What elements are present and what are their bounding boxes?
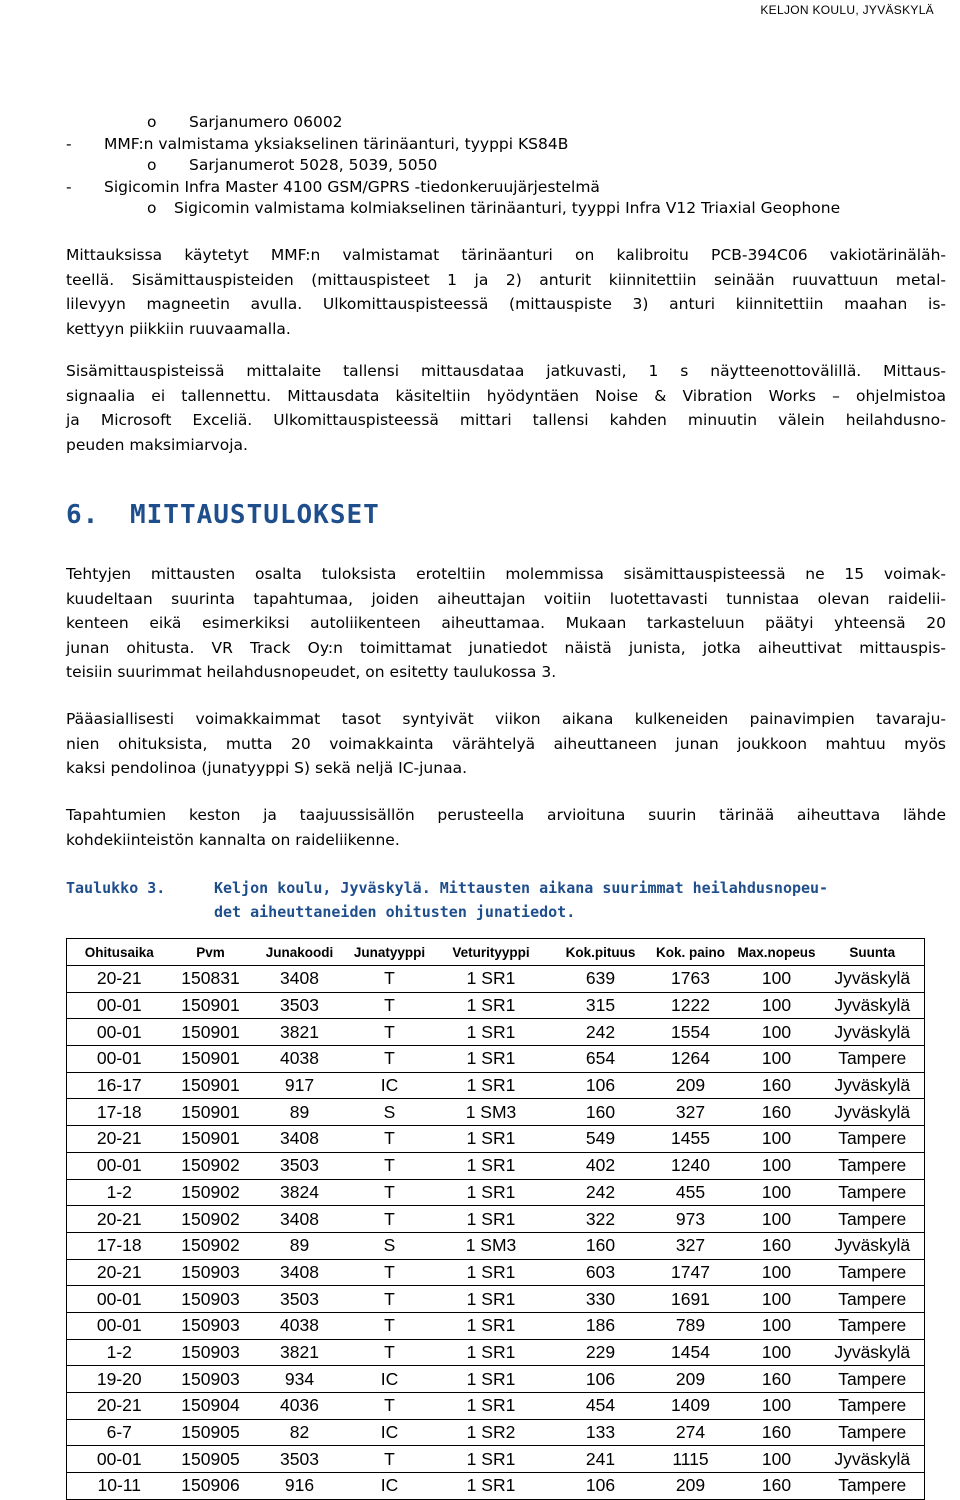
- table-row: [67, 1473, 925, 1500]
- table-cell: 100: [733, 1046, 821, 1073]
- table-cell: 186: [553, 1312, 649, 1339]
- table-row: [67, 1099, 925, 1126]
- list-marker: o: [147, 113, 157, 131]
- list-item-text: Sigicomin Infra Master 4100 GSM/GPRS -tiedonkeruujärjestelmä: [104, 177, 600, 196]
- table-cell: 209: [649, 1366, 733, 1393]
- table-cell: T: [350, 1126, 430, 1153]
- table-cell: 1-2: [67, 1339, 172, 1366]
- table-cell: T: [350, 1019, 430, 1046]
- table-cell: 3408: [250, 1126, 350, 1153]
- table-cell: 3821: [250, 1019, 350, 1046]
- table-cell: 20-21: [67, 1259, 172, 1286]
- table-cell: 455: [649, 1179, 733, 1206]
- text-line: teellä. Sisämittauspisteiden (mittauspisteet 1 ja 2) anturit kiinnitettiin seinään ruuvattuun metal-: [66, 270, 946, 289]
- text-line: lilevyyn magneetin avulla. Ulkomittauspisteessä (mittauspiste 3) anturi kiinnitettiin maahan is-: [66, 295, 946, 313]
- table-cell: 1 SR1: [430, 1446, 553, 1473]
- table-cell: 1 SR1: [430, 1339, 553, 1366]
- column-header: Kok. paino: [649, 939, 733, 966]
- table-cell: 160: [733, 1473, 821, 1500]
- table-cell: 229: [553, 1339, 649, 1366]
- text-line: ja Microsoft Exceliä. Ulkomittauspisteessä mittari tallensi kahden minuutin välein heilahdusno-: [66, 411, 946, 429]
- running-header: KELJON KOULU, JYVÄSKYLÄ: [760, 3, 934, 17]
- column-header: Max.nopeus: [733, 939, 821, 966]
- table-cell: 1747: [649, 1259, 733, 1286]
- table-cell: 20-21: [67, 1126, 172, 1153]
- list-item: [66, 134, 946, 156]
- table-cell: Tampere: [821, 1179, 925, 1206]
- table-cell: 150831: [172, 966, 250, 993]
- table-cell: 454: [553, 1393, 649, 1420]
- table-cell: 00-01: [67, 1019, 172, 1046]
- table-cell: 1 SR1: [430, 1312, 553, 1339]
- table-cell: 150902: [172, 1232, 250, 1259]
- table-cell: 17-18: [67, 1232, 172, 1259]
- table-cell: T: [350, 1312, 430, 1339]
- table-cell: 133: [553, 1419, 649, 1446]
- table-cell: 150901: [172, 1019, 250, 1046]
- table-cell: 1 SR1: [430, 1072, 553, 1099]
- table-row: [67, 1232, 925, 1259]
- table-cell: 1 SM3: [430, 1099, 553, 1126]
- table-cell: T: [350, 1286, 430, 1313]
- table-cell: Tampere: [821, 1206, 925, 1233]
- column-header: Suunta: [821, 939, 925, 966]
- table-cell: 639: [553, 966, 649, 993]
- table-cell: 1454: [649, 1339, 733, 1366]
- table-cell: 160: [733, 1366, 821, 1393]
- table-cell: 150901: [172, 1046, 250, 1073]
- table-cell: 654: [553, 1046, 649, 1073]
- table-cell: 160: [733, 1099, 821, 1126]
- table-cell: IC: [350, 1072, 430, 1099]
- table-cell: 4036: [250, 1393, 350, 1420]
- table-cell: 150903: [172, 1339, 250, 1366]
- table-cell: 160: [553, 1232, 649, 1259]
- table-cell: S: [350, 1099, 430, 1126]
- table-cell: 00-01: [67, 1312, 172, 1339]
- table-cell: 973: [649, 1206, 733, 1233]
- table-row: [67, 1152, 925, 1179]
- table-cell: Tampere: [821, 1312, 925, 1339]
- table-cell: 100: [733, 966, 821, 993]
- table-cell: Tampere: [821, 1046, 925, 1073]
- table-cell: 00-01: [67, 1046, 172, 1073]
- table-cell: 1 SR1: [430, 1126, 553, 1153]
- table-cell: 1222: [649, 992, 733, 1019]
- table-cell: 3503: [250, 1286, 350, 1313]
- table-cell: 150904: [172, 1393, 250, 1420]
- table-cell: T: [350, 1152, 430, 1179]
- table-cell: 1 SR1: [430, 1473, 553, 1500]
- table-cell: 150901: [172, 992, 250, 1019]
- table-cell: 150903: [172, 1366, 250, 1393]
- list-item-text: Sarjanumerot 5028, 5039, 5050: [189, 156, 438, 174]
- table-cell: 20-21: [67, 966, 172, 993]
- table-cell: IC: [350, 1366, 430, 1393]
- table-cell: 100: [733, 992, 821, 1019]
- text-line: kenteen eikä esimerkiksi autoliikenteen aiheuttamaa. Mukaan tarkasteluun päätyi yhteensä 20: [66, 614, 946, 632]
- table-cell: 160: [733, 1419, 821, 1446]
- table-cell: 100: [733, 1126, 821, 1153]
- table-cell: 20-21: [67, 1393, 172, 1420]
- caption-line: det aiheuttaneiden ohitusten junatiedot.: [214, 903, 576, 921]
- table-cell: 1 SR1: [430, 1206, 553, 1233]
- text-line: Tapahtumien keston ja taajuussisällön perusteella arvioituna suurin tärinää aiheuttava lähde: [66, 806, 946, 824]
- list-marker: -: [66, 177, 72, 196]
- table-cell: Jyväskylä: [821, 1339, 925, 1366]
- table-cell: 1 SR1: [430, 1286, 553, 1313]
- table-cell: 1 SR1: [430, 1259, 553, 1286]
- equipment-list: [66, 112, 946, 220]
- table-row: [67, 1286, 925, 1313]
- caption-line: Keljon koulu, Jyväskylä. Mittausten aikana suurimmat heilahdusnopeu-: [214, 879, 829, 897]
- table-cell: 1 SR1: [430, 1366, 553, 1393]
- table-cell: 150903: [172, 1312, 250, 1339]
- table-cell: 150901: [172, 1099, 250, 1126]
- table-cell: 402: [553, 1152, 649, 1179]
- list-item-text: MMF:n valmistama yksiakselinen tärinäanturi, tyyppi KS84B: [104, 134, 569, 153]
- section-heading: [66, 500, 380, 530]
- table-cell: Tampere: [821, 1286, 925, 1313]
- table-cell: 3824: [250, 1179, 350, 1206]
- list-item-text: Sigicomin valmistama kolmiakselinen tärinäanturi, tyyppi Infra V12 Triaxial Geophone: [174, 199, 841, 217]
- table-cell: Jyväskylä: [821, 1019, 925, 1046]
- paragraph-calibration: [66, 243, 946, 341]
- table-cell: 82: [250, 1419, 350, 1446]
- table-cell: 330: [553, 1286, 649, 1313]
- table-cell: 3503: [250, 1446, 350, 1473]
- table-cell: Tampere: [821, 1393, 925, 1420]
- table-cell: 1240: [649, 1152, 733, 1179]
- list-item: [66, 112, 946, 134]
- table-cell: Tampere: [821, 1259, 925, 1286]
- table-cell: Jyväskylä: [821, 1446, 925, 1473]
- table-row: [67, 1126, 925, 1153]
- paragraph-data-recording: [66, 359, 946, 457]
- table-cell: 100: [733, 1206, 821, 1233]
- table-cell: 1763: [649, 966, 733, 993]
- table-cell: 1 SR1: [430, 1046, 553, 1073]
- column-header: Ohitusaika: [67, 939, 172, 966]
- table-cell: 89: [250, 1232, 350, 1259]
- table-cell: 106: [553, 1072, 649, 1099]
- text-line: Pääasiallisesti voimakkaimmat tasot syntyivät viikon aikana kulkeneiden painavimpien tavaraju-: [66, 710, 946, 728]
- table-row: [67, 1339, 925, 1366]
- table-cell: 00-01: [67, 992, 172, 1019]
- table-cell: 1554: [649, 1019, 733, 1046]
- table-cell: 150902: [172, 1179, 250, 1206]
- text-line: teisiin suurimmat heilahdusnopeudet, on esitetty taulukossa 3.: [66, 663, 557, 681]
- table-cell: T: [350, 1393, 430, 1420]
- list-item: [66, 198, 946, 220]
- table-cell: Tampere: [821, 1366, 925, 1393]
- column-header: Pvm: [172, 939, 250, 966]
- table-cell: 150901: [172, 1072, 250, 1099]
- table-cell: T: [350, 1339, 430, 1366]
- table-cell: T: [350, 1179, 430, 1206]
- list-marker: -: [66, 134, 72, 153]
- table-row: [67, 1393, 925, 1420]
- table-cell: 1 SR1: [430, 1152, 553, 1179]
- table-cell: 3503: [250, 1152, 350, 1179]
- text-line: Sisämittauspisteissä mittalaite tallensi mittausdataa jatkuvasti, 1 s näytteenottovälillä. Mittaus-: [66, 362, 946, 380]
- table-cell: 150905: [172, 1419, 250, 1446]
- table-cell: 160: [733, 1072, 821, 1099]
- table-cell: Jyväskylä: [821, 966, 925, 993]
- caption-label: Taulukko 3.: [66, 879, 166, 897]
- table-cell: Jyväskylä: [821, 1072, 925, 1099]
- table-cell: IC: [350, 1473, 430, 1500]
- table-cell: 1 SM3: [430, 1232, 553, 1259]
- table-row: [67, 966, 925, 993]
- table-cell: 10-11: [67, 1473, 172, 1500]
- text-line: Tehtyjen mittausten osalta tuloksista eroteltiin molemmissa sisämittauspisteessä ne 15 voimak-: [66, 565, 946, 583]
- text-line: kuudeltaan suurinta tapahtumaa, joiden aiheuttajan voitiin luotettavasti tunnistaa olevan raidelii-: [66, 589, 946, 608]
- table-cell: 3408: [250, 1206, 350, 1233]
- paragraph-source-assessment: [66, 803, 946, 852]
- table-row: [67, 1046, 925, 1073]
- table-cell: 3408: [250, 966, 350, 993]
- table-row: [67, 1419, 925, 1446]
- table-cell: 150903: [172, 1286, 250, 1313]
- list-item-text: Sarjanumero 06002: [189, 113, 343, 131]
- table-cell: 00-01: [67, 1286, 172, 1313]
- table-cell: 100: [733, 1019, 821, 1046]
- table-row: [67, 1312, 925, 1339]
- list-item: [66, 155, 946, 177]
- table-cell: 150906: [172, 1473, 250, 1500]
- table-cell: 6-7: [67, 1419, 172, 1446]
- table-cell: 100: [733, 1312, 821, 1339]
- table-cell: 1 SR1: [430, 1019, 553, 1046]
- table-cell: 1115: [649, 1446, 733, 1473]
- table-cell: 4038: [250, 1312, 350, 1339]
- column-header: Junakoodi: [250, 939, 350, 966]
- table-cell: 1 SR2: [430, 1419, 553, 1446]
- table-cell: 1 SR1: [430, 992, 553, 1019]
- section-title: MITTAUSTULOKSET: [130, 500, 380, 530]
- table-cell: 106: [553, 1366, 649, 1393]
- table-cell: 100: [733, 1446, 821, 1473]
- table-cell: 19-20: [67, 1366, 172, 1393]
- table-cell: 160: [553, 1099, 649, 1126]
- table-cell: T: [350, 1446, 430, 1473]
- list-marker: o: [147, 199, 157, 217]
- table-row: [67, 992, 925, 1019]
- table-cell: 100: [733, 1179, 821, 1206]
- table-row: [67, 1072, 925, 1099]
- table-cell: T: [350, 1046, 430, 1073]
- table-row: [67, 1259, 925, 1286]
- text-line: kaksi pendolinoa (junatyyppi S) sekä neljä IC-junaa.: [66, 759, 468, 777]
- column-header: Kok.pituus: [553, 939, 649, 966]
- table-cell: 242: [553, 1019, 649, 1046]
- list-marker: o: [147, 156, 157, 174]
- table-cell: Tampere: [821, 1419, 925, 1446]
- column-header: Veturityyppi: [430, 939, 553, 966]
- table-cell: Tampere: [821, 1473, 925, 1500]
- section-number: 6.: [66, 500, 100, 530]
- text-line: peuden maksimiarvoja.: [66, 435, 248, 454]
- table-cell: 150901: [172, 1126, 250, 1153]
- table-cell: 1 SR1: [430, 1179, 553, 1206]
- table-cell: 100: [733, 1393, 821, 1420]
- table-cell: 1 SR1: [430, 1393, 553, 1420]
- table-cell: 17-18: [67, 1099, 172, 1126]
- table-cell: 16-17: [67, 1072, 172, 1099]
- table-cell: 327: [649, 1232, 733, 1259]
- table-cell: Tampere: [821, 1152, 925, 1179]
- table-cell: 916: [250, 1473, 350, 1500]
- train-data-table: [66, 938, 925, 1500]
- paragraph-results-intro: [66, 562, 946, 685]
- text-line: kettyyn piikkiin ruuvaamalla.: [66, 319, 291, 338]
- table-cell: 100: [733, 1152, 821, 1179]
- table-cell: 89: [250, 1099, 350, 1126]
- table-cell: 100: [733, 1339, 821, 1366]
- text-line: nien ohituksista, mutta 20 voimakkainta värähtelyä aiheuttaneen junan joukkoon mahtuu myös: [66, 734, 946, 753]
- table-cell: 3821: [250, 1339, 350, 1366]
- table-cell: 150902: [172, 1152, 250, 1179]
- table-cell: IC: [350, 1419, 430, 1446]
- table-cell: 1264: [649, 1046, 733, 1073]
- table-cell: Jyväskylä: [821, 1099, 925, 1126]
- table-cell: 549: [553, 1126, 649, 1153]
- table-cell: 150905: [172, 1446, 250, 1473]
- table-cell: 4038: [250, 1046, 350, 1073]
- table-cell: 150902: [172, 1206, 250, 1233]
- table-cell: 106: [553, 1473, 649, 1500]
- table-cell: 274: [649, 1419, 733, 1446]
- table-cell: 3503: [250, 992, 350, 1019]
- table-cell: 100: [733, 1259, 821, 1286]
- text-line: junan ohitusta. VR Track Oy:n toimittamat junatiedot näistä junista, jotka aiheuttivat mittauspis-: [66, 638, 946, 657]
- table-cell: 917: [250, 1072, 350, 1099]
- column-header: Junatyyppi: [350, 939, 430, 966]
- paragraph-strongest-levels: [66, 707, 946, 781]
- table-cell: T: [350, 1259, 430, 1286]
- table-cell: 322: [553, 1206, 649, 1233]
- text-line: Mittauksissa käytetyt MMF:n valmistamat tärinäanturi on kalibroitu PCB-394C06 vakiotärinäläh-: [66, 246, 946, 264]
- table-cell: 242: [553, 1179, 649, 1206]
- table-cell: T: [350, 1206, 430, 1233]
- table-cell: 150903: [172, 1259, 250, 1286]
- table-cell: Jyväskylä: [821, 992, 925, 1019]
- table-cell: 00-01: [67, 1152, 172, 1179]
- caption-text: [214, 876, 946, 924]
- table-row: [67, 1206, 925, 1233]
- table-cell: S: [350, 1232, 430, 1259]
- table-cell: 1409: [649, 1393, 733, 1420]
- list-item: [66, 177, 946, 199]
- table-cell: 603: [553, 1259, 649, 1286]
- table-cell: 100: [733, 1286, 821, 1313]
- text-line: signaalia ei tallennettu. Mittausdata käsiteltiin hyödyntäen Noise & Vibration Works – ohjelmistoa: [66, 386, 946, 405]
- table-cell: 1-2: [67, 1179, 172, 1206]
- table-cell: 209: [649, 1072, 733, 1099]
- table-cell: 1455: [649, 1126, 733, 1153]
- table-cell: 241: [553, 1446, 649, 1473]
- table-cell: Jyväskylä: [821, 1232, 925, 1259]
- table-row: [67, 1019, 925, 1046]
- table-cell: 20-21: [67, 1206, 172, 1233]
- table-cell: 934: [250, 1366, 350, 1393]
- text-line: kohdekiinteistön kannalta on raideliikenne.: [66, 830, 400, 849]
- table-cell: T: [350, 992, 430, 1019]
- table-row: [67, 1366, 925, 1393]
- table-row: [67, 1446, 925, 1473]
- table-cell: 1691: [649, 1286, 733, 1313]
- table-cell: 209: [649, 1473, 733, 1500]
- table-cell: 160: [733, 1232, 821, 1259]
- table-row: [67, 1179, 925, 1206]
- table-header-row: [67, 939, 925, 966]
- table-cell: 3408: [250, 1259, 350, 1286]
- table-cell: 00-01: [67, 1446, 172, 1473]
- table-cell: Tampere: [821, 1126, 925, 1153]
- table-cell: 789: [649, 1312, 733, 1339]
- table-cell: 1 SR1: [430, 966, 553, 993]
- table-cell: 327: [649, 1099, 733, 1126]
- table-cell: 315: [553, 992, 649, 1019]
- table-cell: T: [350, 966, 430, 993]
